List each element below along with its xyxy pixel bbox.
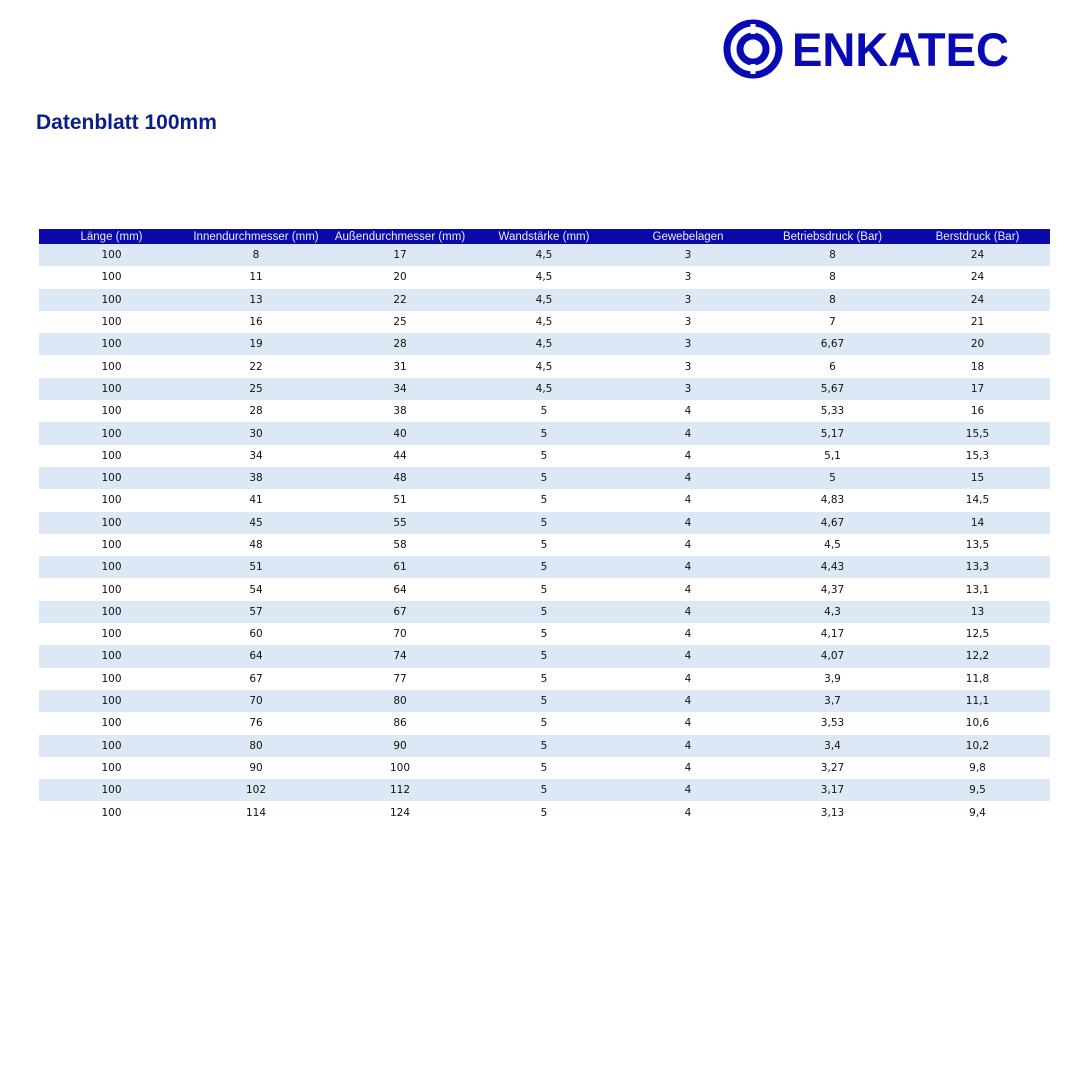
table-cell: 4 <box>616 578 760 600</box>
table-cell: 7 <box>760 311 905 333</box>
table-cell: 5 <box>472 668 616 690</box>
table-cell: 9,8 <box>905 757 1050 779</box>
table-cell: 48 <box>328 467 472 489</box>
table-cell: 3 <box>616 266 760 288</box>
table-cell: 9,4 <box>905 801 1050 823</box>
table-row <box>39 512 1050 534</box>
table-cell: 5 <box>472 400 616 422</box>
table-row <box>39 445 1050 467</box>
table-cell: 4 <box>616 400 760 422</box>
table-cell: 11,8 <box>905 668 1050 690</box>
table-cell: 22 <box>328 289 472 311</box>
table-cell: 3,7 <box>760 690 905 712</box>
table-cell: 13 <box>905 601 1050 623</box>
table-cell: 4,17 <box>760 623 905 645</box>
table-cell: 100 <box>39 422 184 444</box>
table-cell: 3,17 <box>760 779 905 801</box>
table-cell: 4,5 <box>472 289 616 311</box>
table-cell: 6,67 <box>760 333 905 355</box>
table-cell: 38 <box>184 467 328 489</box>
table-cell: 4,83 <box>760 489 905 511</box>
table-cell: 5 <box>472 712 616 734</box>
table-cell: 5 <box>472 445 616 467</box>
table-cell: 100 <box>328 757 472 779</box>
table-cell: 3 <box>616 311 760 333</box>
table-row <box>39 378 1050 400</box>
table-cell: 4,5 <box>472 333 616 355</box>
table-cell: 100 <box>39 467 184 489</box>
table-cell: 4 <box>616 757 760 779</box>
table-cell: 4,5 <box>760 534 905 556</box>
table-cell: 5 <box>472 489 616 511</box>
table-cell: 5 <box>472 467 616 489</box>
table-cell: 100 <box>39 289 184 311</box>
table-cell: 100 <box>39 801 184 823</box>
table-cell: 3,13 <box>760 801 905 823</box>
table-cell: 5 <box>472 422 616 444</box>
table-cell: 9,5 <box>905 779 1050 801</box>
table-cell: 4 <box>616 623 760 645</box>
table-cell: 5 <box>472 534 616 556</box>
table-cell: 4,5 <box>472 266 616 288</box>
table-cell: 17 <box>328 244 472 266</box>
table-row <box>39 489 1050 511</box>
table-cell: 55 <box>328 512 472 534</box>
table-row <box>39 601 1050 623</box>
table-cell: 4 <box>616 779 760 801</box>
table-row <box>39 668 1050 690</box>
table-cell: 4 <box>616 801 760 823</box>
table-row <box>39 333 1050 355</box>
table-cell: 100 <box>39 489 184 511</box>
table-cell: 3 <box>616 378 760 400</box>
table-row <box>39 311 1050 333</box>
table-cell: 4 <box>616 422 760 444</box>
table-cell: 70 <box>184 690 328 712</box>
column-header: Länge (mm) <box>39 229 184 244</box>
table-cell: 100 <box>39 311 184 333</box>
table-cell: 13 <box>184 289 328 311</box>
table-cell: 5,33 <box>760 400 905 422</box>
table-cell: 25 <box>184 378 328 400</box>
table-row <box>39 801 1050 823</box>
lifebuoy-logo-icon <box>722 18 784 80</box>
table-cell: 44 <box>328 445 472 467</box>
datasheet-table <box>39 229 1050 824</box>
column-header: Wandstärke (mm) <box>472 229 616 244</box>
table-row <box>39 712 1050 734</box>
table-cell: 100 <box>39 445 184 467</box>
table-cell: 61 <box>328 556 472 578</box>
table-cell: 77 <box>328 668 472 690</box>
table-cell: 4,43 <box>760 556 905 578</box>
table-cell: 4,07 <box>760 645 905 667</box>
table-cell: 3,27 <box>760 757 905 779</box>
table-cell: 48 <box>184 534 328 556</box>
table-cell: 12,2 <box>905 645 1050 667</box>
table-cell: 8 <box>760 244 905 266</box>
table-cell: 41 <box>184 489 328 511</box>
table-cell: 100 <box>39 779 184 801</box>
table-cell: 70 <box>328 623 472 645</box>
table-cell: 31 <box>328 355 472 377</box>
table-cell: 58 <box>328 534 472 556</box>
table-cell: 4,67 <box>760 512 905 534</box>
table-cell: 6 <box>760 355 905 377</box>
table-cell: 100 <box>39 244 184 266</box>
table-cell: 34 <box>184 445 328 467</box>
table-cell: 5,67 <box>760 378 905 400</box>
table-cell: 10,6 <box>905 712 1050 734</box>
table-cell: 100 <box>39 712 184 734</box>
table-row <box>39 467 1050 489</box>
table-cell: 24 <box>905 244 1050 266</box>
table-header-row <box>39 229 1050 244</box>
table-cell: 4 <box>616 534 760 556</box>
table-cell: 64 <box>328 578 472 600</box>
table-cell: 3,9 <box>760 668 905 690</box>
table-cell: 64 <box>184 645 328 667</box>
table-row <box>39 244 1050 266</box>
table-cell: 8 <box>184 244 328 266</box>
table-cell: 15 <box>905 467 1050 489</box>
table-cell: 51 <box>328 489 472 511</box>
table-cell: 86 <box>328 712 472 734</box>
table-body <box>39 244 1050 824</box>
brand-name: ENKATEC <box>792 22 1009 76</box>
table-cell: 3 <box>616 244 760 266</box>
table-cell: 76 <box>184 712 328 734</box>
table-cell: 100 <box>39 578 184 600</box>
table-cell: 4 <box>616 445 760 467</box>
table-cell: 15,5 <box>905 422 1050 444</box>
table-row <box>39 355 1050 377</box>
table-cell: 8 <box>760 289 905 311</box>
table-cell: 4 <box>616 712 760 734</box>
table-cell: 12,5 <box>905 623 1050 645</box>
table-cell: 124 <box>328 801 472 823</box>
column-header: Berstdruck (Bar) <box>905 229 1050 244</box>
table-cell: 34 <box>328 378 472 400</box>
table-cell: 18 <box>905 355 1050 377</box>
table-cell: 114 <box>184 801 328 823</box>
table-cell: 24 <box>905 266 1050 288</box>
table-cell: 4,5 <box>472 311 616 333</box>
table-cell: 4 <box>616 690 760 712</box>
table-cell: 3 <box>616 333 760 355</box>
table-cell: 5 <box>760 467 905 489</box>
table-cell: 5 <box>472 757 616 779</box>
table-row <box>39 757 1050 779</box>
table-row <box>39 735 1050 757</box>
table-cell: 90 <box>328 735 472 757</box>
table-cell: 3,4 <box>760 735 905 757</box>
table-cell: 11 <box>184 266 328 288</box>
table-cell: 5 <box>472 512 616 534</box>
column-header: Gewebelagen <box>616 229 760 244</box>
table-cell: 4 <box>616 735 760 757</box>
table-row <box>39 400 1050 422</box>
table-cell: 16 <box>184 311 328 333</box>
table-cell: 4 <box>616 467 760 489</box>
table-cell: 22 <box>184 355 328 377</box>
table-cell: 13,5 <box>905 534 1050 556</box>
table-cell: 4 <box>616 556 760 578</box>
table-cell: 16 <box>905 400 1050 422</box>
table-cell: 100 <box>39 534 184 556</box>
table-cell: 100 <box>39 333 184 355</box>
table-cell: 67 <box>184 668 328 690</box>
table-cell: 51 <box>184 556 328 578</box>
table-cell: 10,2 <box>905 735 1050 757</box>
table-cell: 17 <box>905 378 1050 400</box>
table-cell: 13,1 <box>905 578 1050 600</box>
table-cell: 60 <box>184 623 328 645</box>
table-cell: 100 <box>39 266 184 288</box>
table-cell: 11,1 <box>905 690 1050 712</box>
table-cell: 100 <box>39 601 184 623</box>
table-cell: 4,5 <box>472 378 616 400</box>
table-cell: 100 <box>39 735 184 757</box>
table-cell: 5 <box>472 690 616 712</box>
table-cell: 57 <box>184 601 328 623</box>
table-row <box>39 556 1050 578</box>
table-row <box>39 645 1050 667</box>
table-cell: 4 <box>616 645 760 667</box>
page-title: Datenblatt 100mm <box>36 111 217 134</box>
table-cell: 100 <box>39 690 184 712</box>
table-cell: 54 <box>184 578 328 600</box>
table-cell: 102 <box>184 779 328 801</box>
table-row <box>39 289 1050 311</box>
table-cell: 4,3 <box>760 601 905 623</box>
table-cell: 4,37 <box>760 578 905 600</box>
table-cell: 5 <box>472 735 616 757</box>
table-cell: 3 <box>616 355 760 377</box>
table-row <box>39 578 1050 600</box>
table-cell: 14,5 <box>905 489 1050 511</box>
table-cell: 80 <box>184 735 328 757</box>
table-cell: 4 <box>616 512 760 534</box>
table-cell: 67 <box>328 601 472 623</box>
table-cell: 5 <box>472 578 616 600</box>
table-cell: 13,3 <box>905 556 1050 578</box>
table-row <box>39 422 1050 444</box>
table-cell: 4 <box>616 489 760 511</box>
table-cell: 5,1 <box>760 445 905 467</box>
table-cell: 4 <box>616 668 760 690</box>
column-header: Innendurchmesser (mm) <box>184 229 328 244</box>
table-row <box>39 779 1050 801</box>
table-cell: 19 <box>184 333 328 355</box>
table-cell: 5,17 <box>760 422 905 444</box>
table-cell: 100 <box>39 400 184 422</box>
column-header: Betriebsdruck (Bar) <box>760 229 905 244</box>
table-cell: 100 <box>39 378 184 400</box>
table-cell: 15,3 <box>905 445 1050 467</box>
table-cell: 5 <box>472 779 616 801</box>
table-cell: 5 <box>472 801 616 823</box>
table-cell: 4,5 <box>472 355 616 377</box>
table-cell: 21 <box>905 311 1050 333</box>
table-cell: 4 <box>616 601 760 623</box>
table-cell: 5 <box>472 601 616 623</box>
table-cell: 74 <box>328 645 472 667</box>
table-cell: 4,5 <box>472 244 616 266</box>
table-cell: 100 <box>39 556 184 578</box>
table-row <box>39 690 1050 712</box>
table-cell: 5 <box>472 645 616 667</box>
table-cell: 30 <box>184 422 328 444</box>
table-cell: 100 <box>39 757 184 779</box>
table-cell: 100 <box>39 623 184 645</box>
table-cell: 28 <box>184 400 328 422</box>
table-cell: 14 <box>905 512 1050 534</box>
table-cell: 8 <box>760 266 905 288</box>
table-cell: 20 <box>905 333 1050 355</box>
table-cell: 20 <box>328 266 472 288</box>
table-cell: 90 <box>184 757 328 779</box>
table-cell: 5 <box>472 556 616 578</box>
table-row <box>39 534 1050 556</box>
table-cell: 25 <box>328 311 472 333</box>
table-cell: 5 <box>472 623 616 645</box>
brand-logo <box>722 16 1060 82</box>
table-cell: 3 <box>616 289 760 311</box>
table-cell: 112 <box>328 779 472 801</box>
table-cell: 100 <box>39 355 184 377</box>
table-cell: 100 <box>39 645 184 667</box>
table-cell: 100 <box>39 668 184 690</box>
table-cell: 45 <box>184 512 328 534</box>
table-cell: 40 <box>328 422 472 444</box>
table-cell: 80 <box>328 690 472 712</box>
table-row <box>39 266 1050 288</box>
table-cell: 100 <box>39 512 184 534</box>
table-row <box>39 623 1050 645</box>
table-cell: 24 <box>905 289 1050 311</box>
table-cell: 3,53 <box>760 712 905 734</box>
column-header: Außendurchmesser (mm) <box>328 229 472 244</box>
table-cell: 28 <box>328 333 472 355</box>
table-cell: 38 <box>328 400 472 422</box>
